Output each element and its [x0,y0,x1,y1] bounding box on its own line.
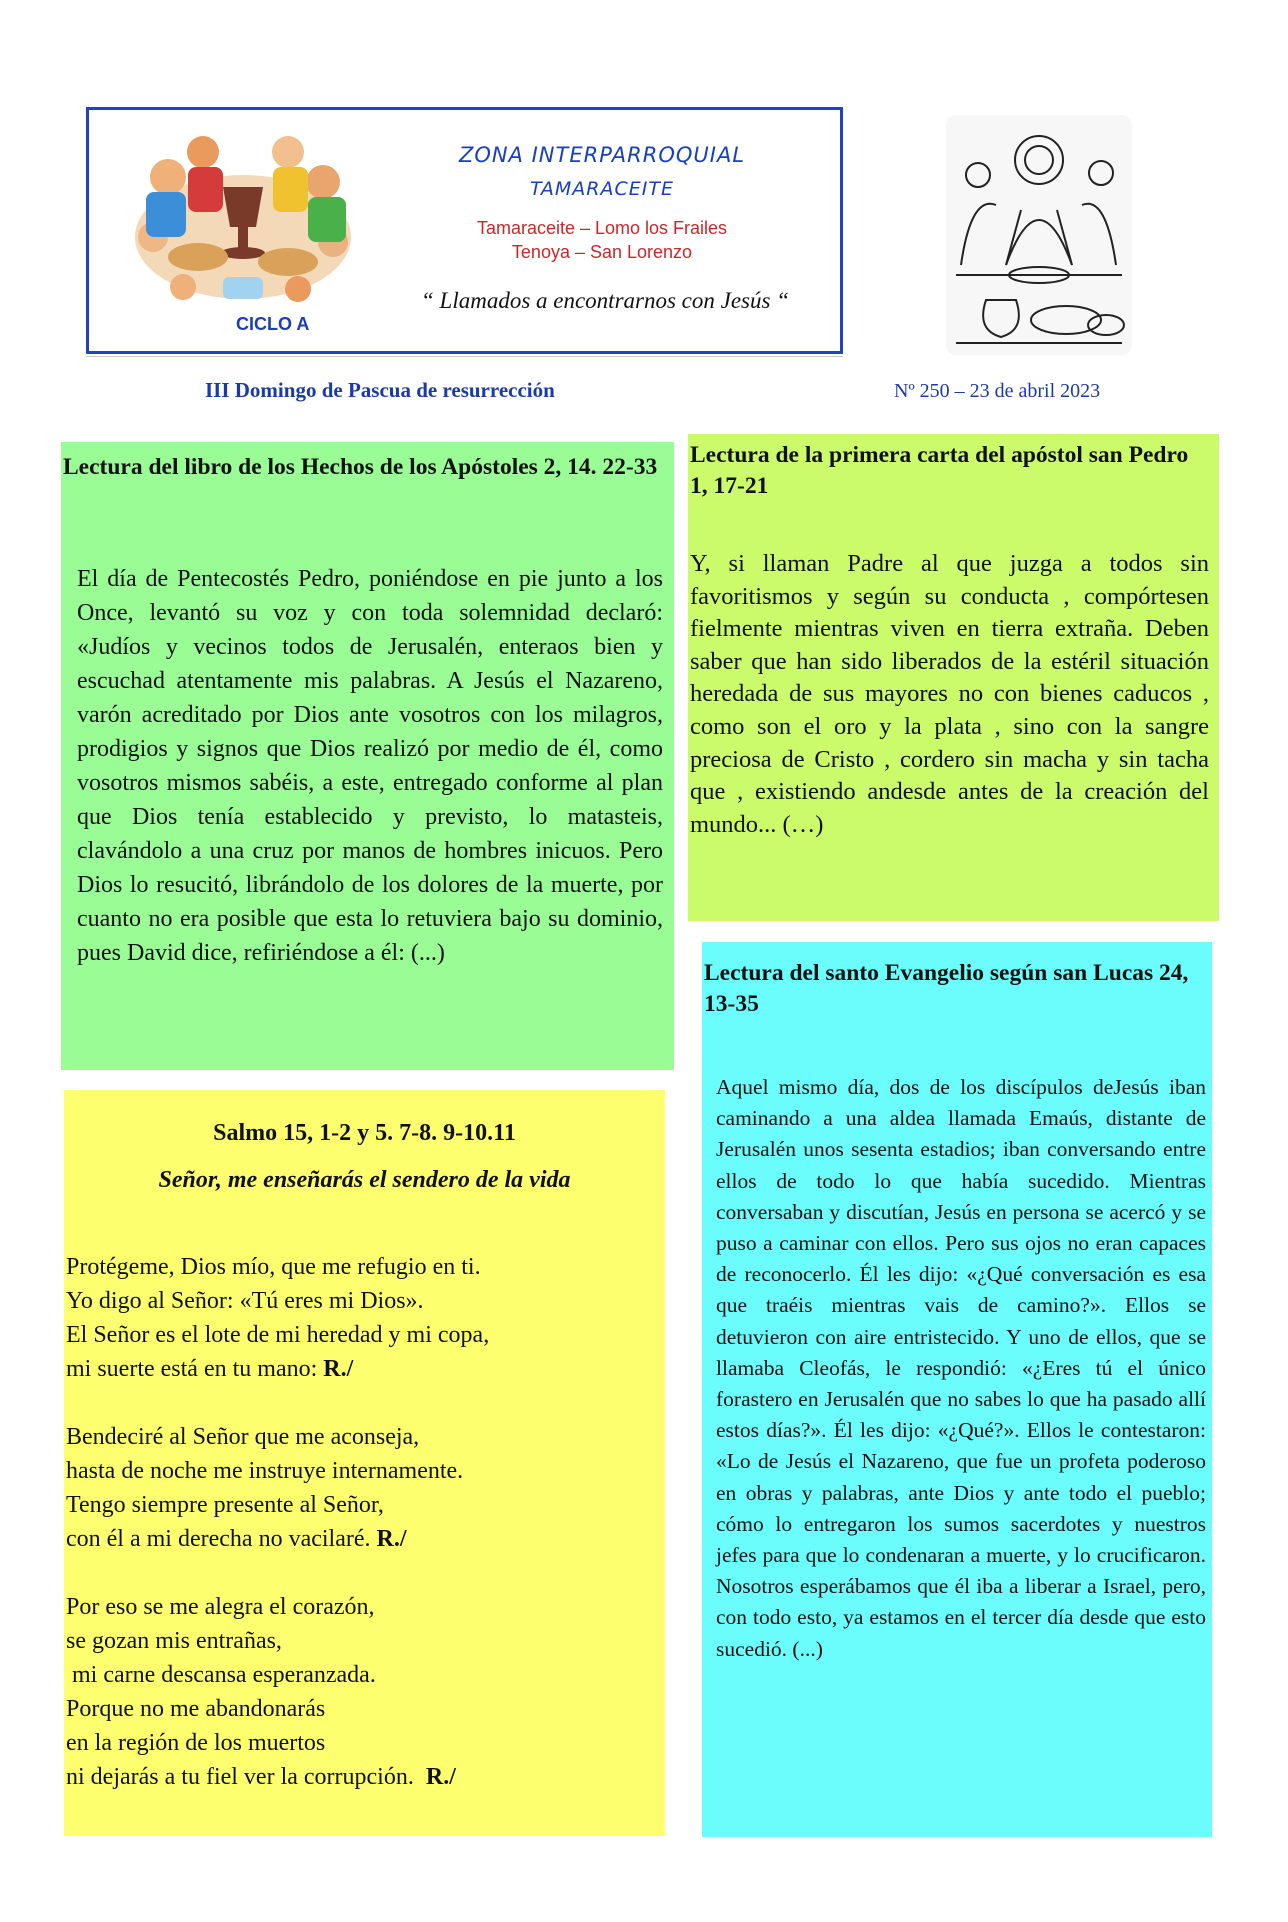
psalm-line: Yo digo al Señor: «Tú eres mi Dios». [66,1288,424,1314]
psalm-stanza-3 [66,1590,456,1794]
reading-pedro-title: Lectura de la primera carta del apóstol san Pedro 1, 17-21 [690,442,1189,499]
motto: “ Llamados a encontrarnos con Jesús “ [420,288,789,313]
psalm-line: Tengo siempre presente al Señor, [66,1492,384,1518]
psalm-line: Bendeciré al Señor que me aconseja, [66,1424,420,1450]
psalm-line: con él a mi derecha no vacilaré. R./ [66,1526,407,1552]
psalm-line: Porque no me abandonarás [66,1696,326,1722]
psalm-refrain: R./ [425,1764,456,1790]
psalm-line: Por eso se me alegra el corazón, [66,1594,375,1620]
psalm-line: ni dejarás a tu fiel ver la corrupción. R./ [66,1764,456,1790]
psalm-line: se gozan mis entrañas, [66,1628,282,1654]
zona-title: ZONA INTERPARROQUIAL [458,143,746,167]
reading-lucas [702,942,1212,1837]
jesus-with-disciples-sketch [946,115,1132,355]
psalm-stanza-2 [66,1420,463,1556]
reading-hechos-title: Lectura del libro de los Hechos de los Apóstoles 2, 14. 22-33 [63,454,658,480]
psalm-line: mi carne descansa esperanzada. [66,1662,376,1688]
psalm-refrain: R./ [323,1356,354,1382]
psalm-title: Salmo 15, 1-2 y 5. 7-8. 9-10.11 [213,1120,516,1146]
psalm-line: hasta de noche me instruye internamente. [66,1458,464,1484]
reading-pedro [688,434,1219,921]
locations-line2: Tenoya – San Lorenzo [511,242,693,262]
psalm-box [64,1090,665,1836]
eucharist-gathering-illustration [128,117,358,307]
reading-pedro-text: Y, si llaman Padre al que juzga a todos sin favoritismos y según su conducta , compórtesen fielmente mientras viven en tierra extraña. Deben saber que han sido liberados de la estéril situación heredada de sus mayores no con bienes caducos , como son el oro y la plata , sino con la sangre preciosa de Cristo , cordero sin macha y sin tacha que , existiendo andesde antes de la creación del mundo... (…) [690,550,1209,838]
psalm-line: mi suerte está en tu mano: R./ [66,1356,354,1382]
banner-underline [86,356,843,357]
reading-lucas-title: Lectura del santo Evangelio según san Lucas 24, 13-35 [704,960,1189,1017]
reading-hechos [61,442,674,1070]
psalm-refrain: R./ [376,1526,407,1552]
issue-date: Nº 250 – 23 de abril 2023 [894,380,1101,402]
locations-line1: Tamaraceite – Lomo los Frailes [476,218,728,238]
ciclo-label: CICLO A [236,314,310,334]
psalm-stanza-1 [66,1250,489,1386]
psalm-line: Protégeme, Dios mío, que me refugio en ti. [66,1254,481,1280]
tamaraceite-title: TAMARACEITE [530,178,674,200]
psalm-response: Señor, me enseñarás el sendero de la vida [158,1167,571,1193]
reading-hechos-text: El día de Pentecostés Pedro, poniéndose en pie junto a los Once, levantó su voz y con toda solemnidad declaró: «Judíos y vecinos todos de Jerusalén, enteraos bien y escuchad atentamente mis palabras. A Jesús el Nazareno, varón acreditado por Dios ante vosotros con los milagros, prodigios y signos que Dios realizó por medio de él, como vosotros mismos sabéis, a este, entregado conforme al plan que Dios tenía establecido y previsto, lo matasteis, clavándolo a una cruz por manos de hombres inicuos. Pero Dios lo resucitó, librándolo de los dolores de la muerte, por cuanto no era posible que esta lo retuviera bajo su dominio, pues David dice, refiriéndose a él: (...) [77,566,663,966]
reading-lucas-text: Aquel mismo día, dos de los discípulos deJesús iban caminando a una aldea llamada Emaús, distante de Jerusalén unos sesenta estadios; iban conversando entre ellos de todo lo que había sucedido. Mientras conversaban y discutían, Jesús en persona se acercó y se puso a caminar con ellos. Pero sus ojos no eran capaces de reconocerlo. Él les dijo: «¿Qué conversación es esa que traéis mientras vais de camino?». Ellos se detuvieron con aire entristecido. Y uno de ellos, que se llamaba Cleofás, le respondió: «¿Eres tú el único forastero en Jerusalén que no sabes lo que ha pasado allí estos días?». Él les dijo: «¿Qué?». Ellos le contestaron: «Lo de Jesús el Nazareno, que fue un profeta poderoso en obras y palabras, ante Dios y ante todo el pueblo; cómo lo entregaron los sumos sacerdotes y nuestros jefes para que lo condenaran a muerte, y lo crucificaron. Nosotros esperábamos que él iba a liberar a Israel, pero, con todo esto, ya estamos en el tercer día desde que esto sucedió. (...) [716,1075,1206,1661]
sunday-title: III Domingo de Pascua de resurrección [205,378,555,402]
psalm-line: El Señor es el lote de mi heredad y mi copa, [66,1322,490,1348]
psalm-line: en la región de los muertos [66,1730,326,1756]
